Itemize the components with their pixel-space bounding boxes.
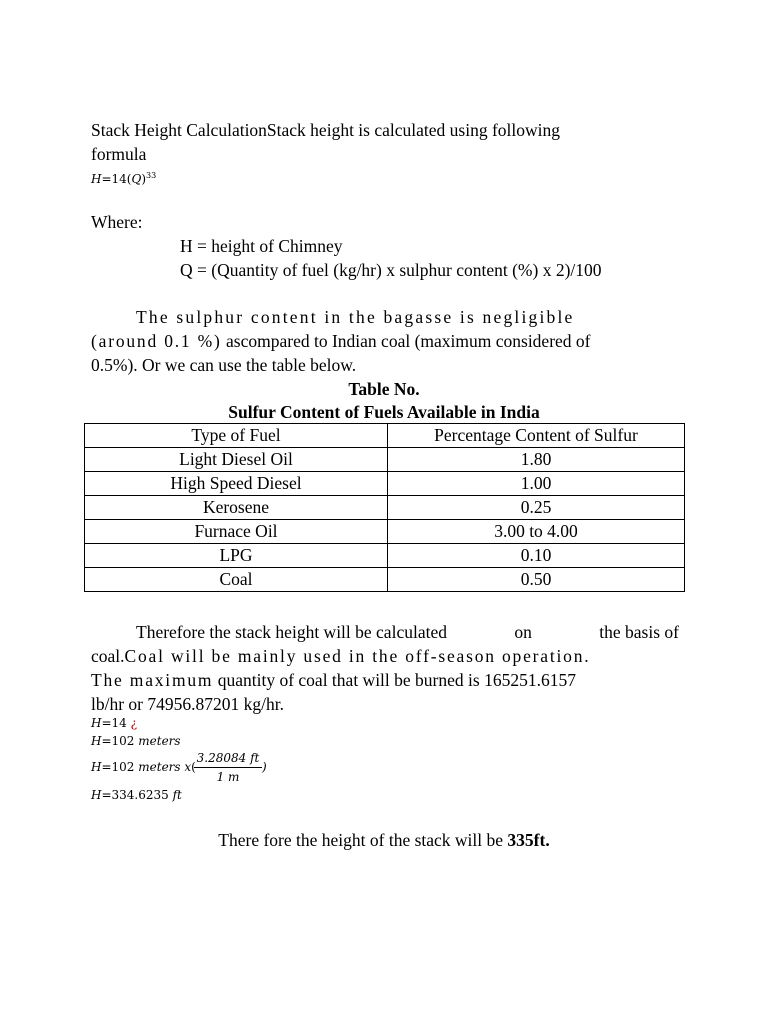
para2-on: on — [514, 622, 532, 642]
para2-quantity: quantity of coal that will be burned is 165251.6157 — [217, 670, 576, 690]
calc-line-2 — [91, 733, 181, 749]
h-definition: H = height of Chimney — [180, 236, 343, 256]
table-row — [85, 520, 685, 544]
para2-coal: coal. — [91, 646, 125, 666]
calc1-placeholder-glyph: ¿ — [130, 716, 138, 730]
fuel-name-cell: Furnace Oil — [85, 520, 388, 544]
table-row — [85, 568, 685, 592]
sulfur-value-cell: 0.10 — [388, 544, 685, 568]
calc1-lhs: H — [91, 716, 102, 730]
calc3-close-paren: ) — [262, 760, 267, 774]
table-row — [85, 472, 685, 496]
para1-compared: compared to Indian coal (maximum considered of — [240, 331, 591, 351]
formula-exponent: 33 — [146, 171, 157, 180]
calc-line-1 — [91, 715, 137, 731]
calc2-lhs: H — [91, 734, 102, 748]
table-row — [85, 496, 685, 520]
calc3-open-paren: ( — [191, 760, 196, 774]
where-label: Where: — [91, 212, 143, 232]
calc1-rhs: =14 — [101, 716, 127, 730]
calc3-unit: meters x — [138, 760, 192, 774]
calc2-rhs: =102 — [101, 734, 135, 748]
sulfur-value-cell: 1.00 — [388, 472, 685, 496]
sulfur-value-cell: 0.25 — [388, 496, 685, 520]
conversion-fraction — [194, 750, 262, 785]
calc4-rhs: =334.6235 — [101, 788, 169, 802]
heading-line-2: formula — [91, 144, 147, 164]
para2-line-4: lb/hr or 74956.87201 kg/hr. — [91, 694, 284, 714]
table-row — [85, 448, 685, 472]
calc4-unit: ft — [172, 788, 182, 802]
para1-line-2 — [91, 329, 591, 353]
header-sulfur-percent: Percentage Content of Sulfur — [388, 424, 685, 448]
sulfur-value-cell: 3.00 to 4.00 — [388, 520, 685, 544]
fraction-denominator: 1 m — [216, 770, 240, 784]
conclusion-value: 335ft. — [507, 830, 550, 850]
conclusion — [0, 828, 768, 852]
header-fuel-type: Type of Fuel — [85, 424, 388, 448]
formula-lhs: H — [91, 172, 102, 186]
para2-line-2 — [91, 644, 590, 668]
para2-maximum: The maximum — [91, 670, 214, 690]
sulfur-value-cell: 0.50 — [388, 568, 685, 592]
fuel-name-cell: Light Diesel Oil — [85, 448, 388, 472]
para2-line-1 — [136, 620, 679, 644]
calc3-rhs: =102 — [101, 760, 135, 774]
calc2-unit: meters — [138, 734, 181, 748]
calc-line-4 — [91, 787, 182, 803]
sulfur-content-table — [84, 423, 685, 592]
formula-open-paren: ( — [126, 172, 132, 186]
formula-rhs: =14 — [101, 172, 127, 186]
para1-around: (around 0.1 %) — [91, 331, 222, 351]
para1-line-1: The sulphur content in the bagasse is negligible — [136, 307, 575, 327]
fraction-numerator: 3.28084 ft — [194, 750, 262, 768]
para2-basis: the basis of — [599, 622, 679, 642]
para2-therefore: Therefore the stack height will be calculated — [136, 622, 447, 642]
conclusion-text: There fore the height of the stack will be — [218, 830, 508, 850]
table-title: Sulfur Content of Fuels Available in India — [228, 402, 540, 422]
para2-coal-usage: Coal will be mainly used in the off-season operation. — [124, 646, 591, 666]
fuel-name-cell: LPG — [85, 544, 388, 568]
stack-height-formula — [91, 168, 156, 187]
formula-var: Q — [131, 172, 142, 186]
fuel-name-cell: Kerosene — [85, 496, 388, 520]
heading-line-1: Stack Height CalculationStack height is calculated using following — [91, 120, 560, 140]
formula-close-paren: ) — [141, 172, 147, 186]
calc-line-3 — [91, 759, 196, 775]
table-header-row — [85, 424, 685, 448]
para2-line-3 — [91, 668, 576, 692]
para1-as: as — [226, 331, 241, 351]
table-number: Table No. — [348, 379, 420, 399]
q-definition: Q = (Quantity of fuel (kg/hr) x sulphur content (%) x 2)/100 — [180, 260, 602, 280]
calc4-lhs: H — [91, 788, 102, 802]
para1-line-3: 0.5%). Or we can use the table below. — [91, 355, 357, 375]
table-row — [85, 544, 685, 568]
sulfur-value-cell: 1.80 — [388, 448, 685, 472]
fuel-name-cell: Coal — [85, 568, 388, 592]
calc3-lhs: H — [91, 760, 102, 774]
fuel-name-cell: High Speed Diesel — [85, 472, 388, 496]
